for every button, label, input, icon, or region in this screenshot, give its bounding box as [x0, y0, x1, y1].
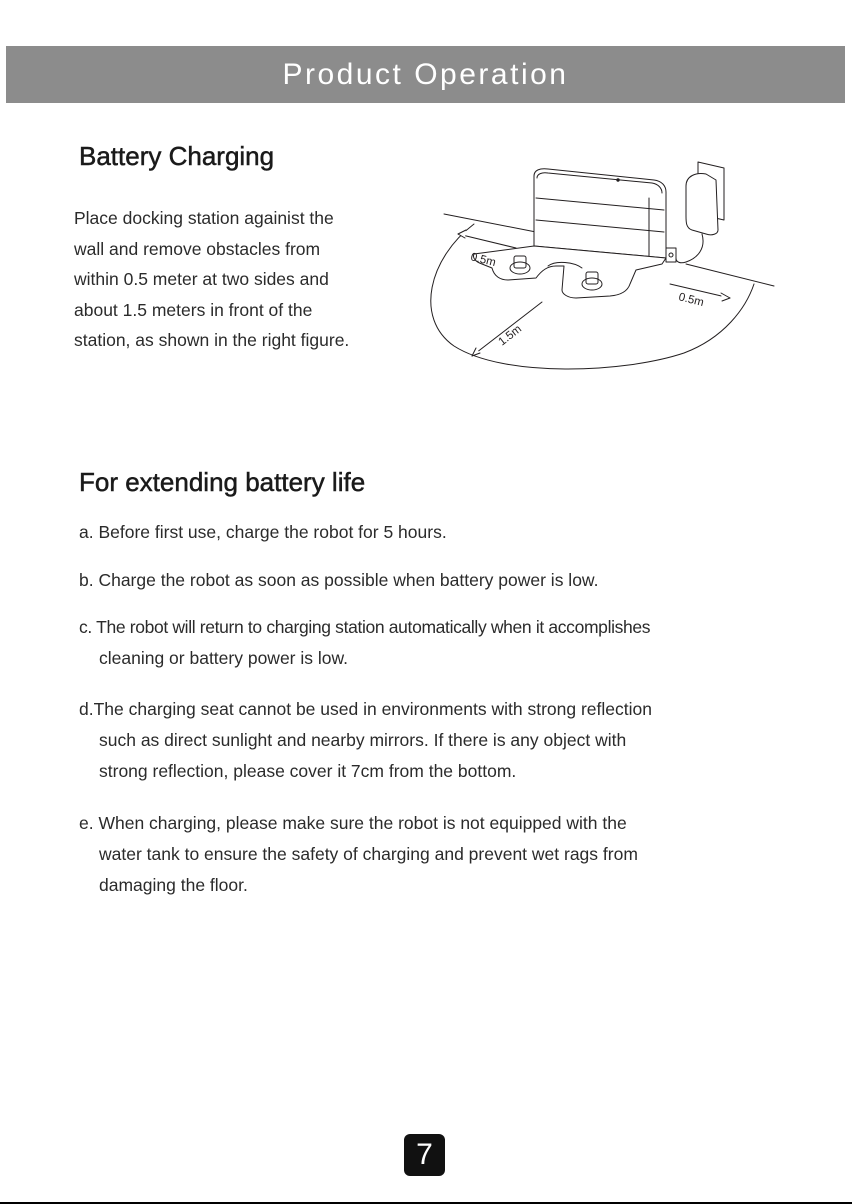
header-title: Product Operation	[282, 57, 569, 91]
docking-station-clearance-figure	[424, 158, 776, 376]
tip-line: d.The charging seat cannot be used in environments with strong reflection	[79, 699, 652, 719]
tip-c	[79, 612, 779, 674]
front-clearance-label: 1.5m	[496, 323, 525, 349]
section-header	[6, 46, 845, 103]
battery-charging-heading: Battery Charging	[79, 141, 275, 171]
intro-line: about 1.5 meters in front of the	[74, 299, 313, 320]
tip-line: e. When charging, please make sure the robot is not equipped with the	[79, 813, 627, 833]
right-clearance-label: 0.5m	[677, 291, 705, 310]
intro-line: wall and remove obstacles from	[74, 238, 321, 259]
tip-line: cleaning or battery power is low.	[99, 648, 349, 668]
tip-line: such as direct sunlight and nearby mirrors. If there is any object with	[99, 730, 627, 750]
tip-line: strong reflection, please cover it 7cm from the bottom.	[99, 761, 517, 781]
intro-line: within 0.5 meter at two sides and	[74, 269, 329, 289]
tip-b	[79, 565, 779, 596]
tip-line: c. The robot will return to charging station automatically when it accomplishes	[79, 617, 651, 637]
page-number-text: 7	[416, 1138, 433, 1171]
tip-d	[79, 694, 779, 787]
extending-battery-life-heading: For extending battery life	[79, 467, 366, 497]
tip-a	[79, 517, 779, 548]
wall-line-left	[444, 214, 536, 232]
tip-line: b. Charge the robot as soon as possible when battery power is low.	[79, 570, 599, 590]
intro-line: Place docking station againist the	[74, 208, 334, 228]
page-number	[404, 1134, 445, 1176]
left-clearance-arrow	[458, 230, 516, 248]
tip-line: damaging the floor.	[99, 875, 248, 895]
tip-line: a. Before first use, charge the robot for 5 hours.	[79, 522, 447, 542]
power-adapter	[676, 162, 724, 263]
tip-line: water tank to ensure the safety of charging and prevent wet rags from	[99, 844, 638, 864]
docking-station	[473, 169, 676, 298]
wall-line-right	[686, 264, 774, 286]
front-clearance-arrow	[472, 302, 542, 356]
tip-e	[79, 808, 779, 901]
left-clearance-label: 0.5m	[469, 251, 497, 270]
battery-charging-instructions	[74, 203, 414, 356]
intro-line: station, as shown in the right figure.	[74, 330, 350, 350]
